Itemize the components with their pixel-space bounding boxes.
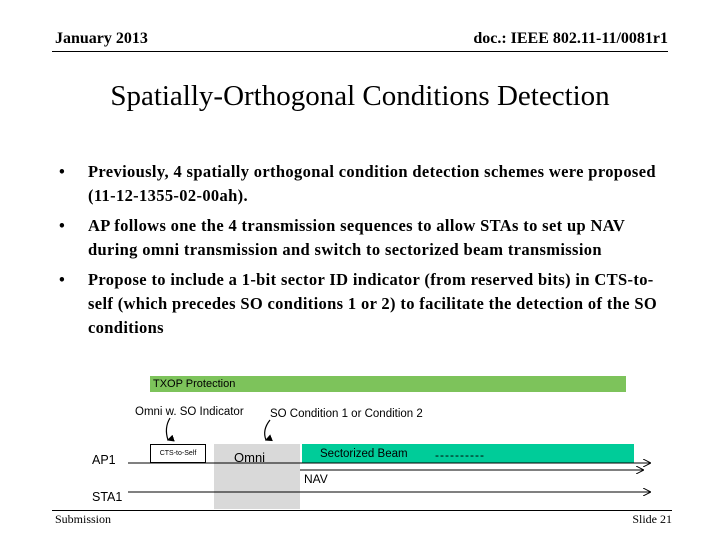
footer-divider	[52, 510, 672, 511]
header-date: January 2013	[55, 30, 148, 47]
txop-protection-label: TXOP Protection	[153, 378, 236, 390]
bullet-text: AP follows one the 4 transmission sequences to allow STAs to set up NAV during omni transmission and switch to sectorized beam transmission	[88, 216, 625, 259]
so-condition-label: SO Condition 1 or Condition 2	[270, 408, 423, 420]
slide-title: Spatially-Orthogonal Conditions Detection	[110, 80, 610, 112]
bullet-dot: •	[59, 216, 66, 235]
footer-submission: Submission	[55, 512, 112, 526]
nav-label: NAV	[304, 472, 328, 486]
sectorized-beam-label: Sectorized Beam	[320, 448, 408, 460]
ap1-label: AP1	[92, 453, 116, 467]
footer-slide-number: Slide 21	[632, 512, 672, 526]
header-doc-id: doc.: IEEE 802.11-11/0081r1	[473, 30, 668, 47]
bullet-text: Previously, 4 spatially orthogonal condition detection schemes were proposed (11-12-1355-02-00ah).	[88, 162, 656, 205]
bullet-dot: •	[59, 162, 66, 181]
bullet-item	[58, 268, 658, 340]
continuation-dashes: ----------	[435, 448, 485, 462]
header-divider	[52, 51, 668, 52]
bullet-item	[58, 214, 658, 262]
bullet-list	[58, 160, 658, 346]
omni-indicator-pointer	[166, 418, 170, 440]
sta1-label: STA1	[92, 490, 123, 504]
bullet-item	[58, 160, 658, 208]
so-condition-pointer	[265, 420, 270, 440]
omni-label: Omni	[234, 450, 266, 465]
cts-to-self-frame: CTS-to-Self	[150, 444, 206, 463]
bullet-text: Propose to include a 1-bit sector ID indicator (from reserved bits) in CTS-to-self (which precedes SO conditions 1 or 2) to facilitate the detection of the SO conditions	[88, 270, 658, 337]
omni-indicator-label: Omni w. SO Indicator	[135, 406, 244, 418]
bullet-dot: •	[59, 270, 66, 289]
